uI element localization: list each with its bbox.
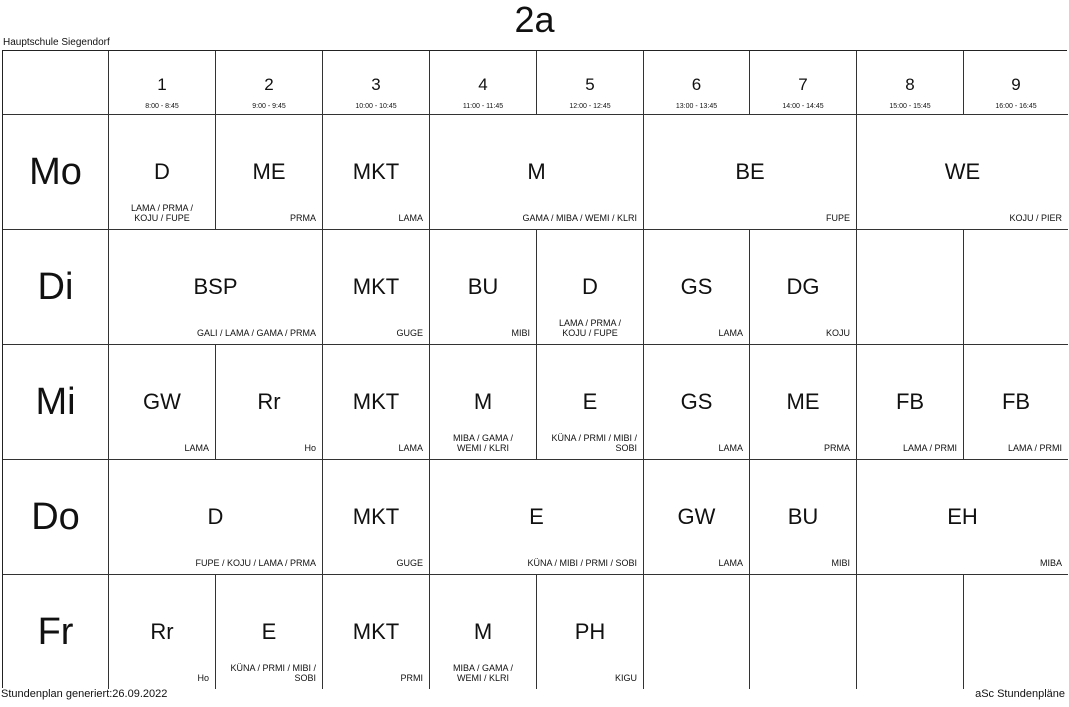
empty-cell [750, 575, 857, 689]
lesson-cell[interactable] [323, 345, 430, 460]
generated-note: Stundenplan generiert:26.09.2022 [1, 688, 168, 700]
subject: MKT [352, 159, 400, 184]
subject: BSP [193, 274, 238, 299]
subject: Rr [257, 389, 281, 414]
lesson-cell[interactable] [644, 115, 857, 230]
lesson-cell[interactable] [216, 115, 323, 230]
lesson-cell[interactable] [750, 460, 857, 575]
period-header-5 [537, 51, 644, 115]
subject: Rr [150, 619, 174, 644]
lesson-cell[interactable] [430, 575, 537, 689]
subject: D [154, 159, 170, 184]
teacher: PRMI [400, 673, 423, 683]
teacher: PRMA [289, 213, 316, 223]
lesson-cell[interactable] [750, 230, 857, 345]
teacher: GAMA / MIBA / WEMI / KLRI [522, 213, 637, 223]
lesson-cell[interactable] [323, 230, 430, 345]
period-time: 13:00 - 13:45 [675, 103, 718, 110]
subject: GW [143, 389, 181, 414]
period-header-4 [430, 51, 537, 115]
lesson-cell[interactable] [537, 345, 644, 460]
period-number: 2 [264, 75, 274, 94]
subject: D [582, 274, 598, 299]
teacher: FUPE [825, 213, 850, 223]
subject: E [529, 504, 544, 529]
subject: WE [944, 159, 981, 184]
teacher: KOJU [825, 328, 850, 338]
subject: GW [677, 504, 716, 529]
subject: M [473, 619, 493, 644]
teacher: LAMA / PRMA / KOJU / FUPE [130, 203, 193, 223]
teacher: GUGE [396, 328, 423, 338]
teacher: MIBA / GAMA / WEMI / KLRI [452, 433, 513, 453]
lesson-cell[interactable] [109, 575, 216, 689]
empty-cell [857, 230, 964, 345]
lesson-cell[interactable] [644, 230, 750, 345]
teacher: KÜNA / PRMI / MIBI / SOBI [230, 663, 316, 683]
period-time: 12:00 - 12:45 [569, 103, 611, 110]
period-time: 14:00 - 14:45 [782, 103, 824, 110]
period-header-7 [750, 51, 857, 115]
subject: MKT [352, 389, 400, 414]
teacher: LAMA [398, 443, 423, 453]
timetable-grid [2, 50, 1067, 688]
lesson-cell[interactable] [430, 230, 537, 345]
subject: ME [786, 389, 820, 414]
period-time: 8:00 - 8:45 [145, 103, 179, 110]
lesson-cell[interactable] [750, 345, 857, 460]
teacher: MIBA [1039, 558, 1062, 568]
day-label-mi: Mi [3, 345, 109, 460]
period-header-1 [109, 51, 216, 115]
teacher: LAMA [184, 443, 209, 453]
teacher: LAMA / PRMI [902, 443, 957, 453]
empty-cell [857, 575, 964, 689]
teacher: MIBI [511, 328, 530, 338]
period-number: 3 [371, 75, 381, 94]
subject: MKT [352, 619, 400, 644]
period-number: 6 [691, 75, 702, 94]
period-number: 4 [478, 75, 488, 94]
lesson-cell[interactable] [537, 230, 644, 345]
teacher: PRMA [823, 443, 850, 453]
lesson-cell[interactable] [537, 575, 644, 689]
subject: GS [680, 274, 713, 299]
teacher: LAMA [398, 213, 423, 223]
lesson-cell[interactable] [216, 575, 323, 689]
subject: M [527, 159, 546, 184]
subject: FB [895, 389, 925, 414]
subject: MKT [352, 274, 400, 299]
lesson-cell[interactable] [109, 345, 216, 460]
day-label-fr: Fr [3, 575, 109, 689]
empty-cell [964, 230, 1068, 345]
period-number: 8 [905, 75, 915, 94]
subject: E [261, 619, 277, 644]
lesson-cell[interactable] [857, 345, 964, 460]
subject: ME [252, 159, 286, 184]
teacher: KÜNA / PRMI / MIBI / SOBI [551, 433, 637, 453]
teacher: MIBA / GAMA / WEMI / KLRI [452, 663, 513, 683]
day-label-di: Di [3, 230, 109, 345]
teacher: LAMA [718, 558, 743, 568]
period-number: 1 [157, 75, 167, 94]
teacher: KOJU / PIER [1009, 213, 1062, 223]
period-header-9 [964, 51, 1068, 115]
subject: DG [786, 274, 820, 299]
lesson-cell[interactable] [323, 575, 430, 689]
timetable-title: 2a [514, 0, 555, 40]
lesson-cell[interactable] [430, 460, 644, 575]
lesson-cell[interactable] [430, 115, 644, 230]
lesson-cell[interactable] [323, 460, 430, 575]
period-number: 5 [585, 75, 595, 94]
subject: E [582, 389, 598, 414]
teacher: LAMA [718, 443, 743, 453]
period-time: 16:00 - 16:45 [995, 103, 1037, 110]
teacher: LAMA / PRMI [1007, 443, 1062, 453]
teacher: FUPE / KOJU / LAMA / PRMA [195, 558, 316, 568]
period-number: 9 [1011, 75, 1021, 94]
day-label-mo: Mo [3, 115, 109, 230]
corner-cell [3, 51, 109, 115]
period-header-3 [323, 51, 430, 115]
teacher: MIBI [831, 558, 850, 568]
lesson-cell[interactable] [644, 460, 750, 575]
subject: D [207, 504, 224, 529]
period-time: 11:00 - 11:45 [462, 103, 504, 110]
period-header-2 [216, 51, 323, 115]
teacher: KÜNA / MIBI / PRMI / SOBI [527, 558, 637, 568]
software-credit: aSc Stundenpläne [975, 688, 1065, 700]
teacher: LAMA [718, 328, 743, 338]
lesson-cell[interactable] [644, 345, 750, 460]
lesson-cell[interactable] [964, 345, 1068, 460]
period-header-6 [644, 51, 750, 115]
subject: BU [467, 274, 499, 299]
subject: BE [735, 159, 765, 184]
period-time: 9:00 - 9:45 [252, 103, 286, 110]
lesson-cell[interactable] [216, 345, 323, 460]
empty-cell [644, 575, 750, 689]
school-name: Hauptschule Siegendorf [3, 37, 110, 48]
lesson-cell[interactable] [109, 230, 323, 345]
subject: GS [680, 389, 713, 414]
subject: FB [1001, 389, 1031, 414]
lesson-cell[interactable] [109, 460, 323, 575]
teacher: LAMA / PRMA / KOJU / FUPE [558, 318, 621, 338]
subject: M [473, 389, 493, 414]
subject: PH [574, 619, 606, 644]
subject: MKT [352, 504, 400, 529]
period-time: 15:00 - 15:45 [889, 103, 931, 110]
teacher: Ho [304, 443, 316, 453]
subject: EH [947, 504, 978, 529]
teacher: KIGU [614, 673, 637, 683]
teacher: GUGE [396, 558, 423, 568]
lesson-cell[interactable] [857, 115, 1068, 230]
empty-cell [964, 575, 1068, 689]
teacher: Ho [197, 673, 209, 683]
period-number: 7 [798, 75, 808, 94]
lesson-cell[interactable] [109, 115, 216, 230]
lesson-cell[interactable] [430, 345, 537, 460]
day-label-do: Do [3, 460, 109, 575]
period-header-8 [857, 51, 964, 115]
period-time: 10:00 - 10:45 [355, 103, 397, 110]
subject: BU [787, 504, 819, 529]
lesson-cell[interactable] [323, 115, 430, 230]
lesson-cell[interactable] [857, 460, 1068, 575]
teacher: GALI / LAMA / GAMA / PRMA [196, 328, 316, 338]
